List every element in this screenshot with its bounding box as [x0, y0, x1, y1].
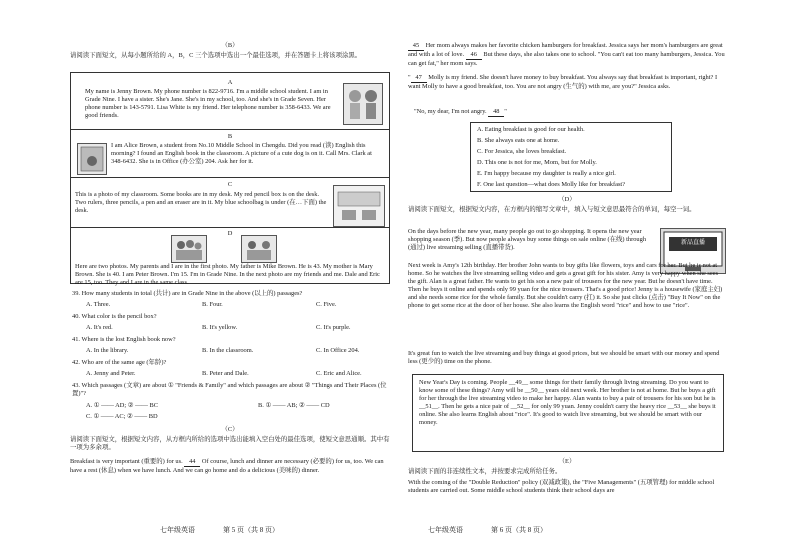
question-text: 42. Who are of the same age (年龄)? — [72, 359, 167, 366]
friends-photo — [241, 235, 277, 263]
question-text: 40. What color is the pencil box? — [72, 313, 157, 320]
option-b[interactable]: B. In the classroom. — [202, 347, 254, 354]
section-d-paragraph-3: It's great fun to watch the live streaming and buy things at good prices, but we should be smart with our money and spend less (更少的) time on the phone. — [408, 350, 720, 365]
option-b[interactable]: B. It's yellow. — [202, 324, 238, 331]
option-d: D. This one is not for me, Mom, but for Molly. — [477, 159, 597, 166]
section-c-instructions: 请阅读下面短文，根据短文内容，从方框内所给的选项中选出能填入空白处的最佳选项，使短文意思通顺。其中有一项为多余项。 — [70, 436, 390, 451]
english-book-picture — [77, 143, 107, 175]
option-a[interactable]: A. ① —— AD; ② —— BC — [86, 402, 158, 409]
girls-picture — [343, 83, 383, 125]
passage-sentence: Her mom always makes her favorite chicken hamburgers for breakfast. Jessica says her mom's hamburgers are great and with a lot of love. — [408, 42, 723, 58]
section-e-heading: （E） — [558, 458, 576, 465]
section-c-heading: （C） — [221, 426, 239, 433]
section-c-passage-cont — [408, 42, 726, 68]
option-b: B. She always eats one at home. — [477, 137, 560, 144]
section-b-heading: （B） — [221, 42, 239, 49]
summary-text: New Year's Day is coming. People __49__ some things for their family through living streaming. Do you want to know some of these things? Amy will be __50__ years old next week. Her brother is not at home. But he buys a gift for her through the live streaming video to make her happy. Alan wants to buy a pair of trousers for his son but he is __51__. Then he gets a nice pair of __52__ for only 99 yuan. Jenny couldn't carry the heavy rice __53__ she buys it online. She also learns English about "rice". It's good to watch live streaming, but we should be smart with our money. — [419, 379, 716, 426]
divider — [71, 177, 389, 178]
passage-sentence: But these days, she also takes one to school. "You can't eat too many hamburgers, Jessica. You can get fat," her mom says. — [408, 51, 725, 67]
left-page — [70, 0, 390, 543]
section-c-paragraph: " 47 Molly is my friend. She doesn't have money to buy breakfast. You always say that breakfast is important, right? I want Molly to have a good breakfast, too. You are not angry (生气的) with me, are you?" Jessica asks. — [408, 74, 718, 90]
section-d-heading: （D） — [558, 196, 576, 203]
blank-48[interactable]: 48 — [488, 108, 504, 117]
section-d-paragraph-2: Next week is Amy's 12th birthday. Her brother John wants to buy gifts like flowers, toys and cars for her. But he is not at home. So he watches the live streaming selling video and gets a great gift for his sister. Amy is very happy when she sees the gift. Alan is a great father. He wants to get his son a new pair of trousers for the new year. But he doesn't have time. Then he buys it online and spends only 99 yuan for the nice trousers. That's a good price! Jenny is a housewife (家庭主妇) and she needs some rice for the whole family. But she couldn't carry (扛) it. So she just clicks (点击) "Buy It Now" on the phone to get some rice at the door of her house. She also learns the English word "rice" and how to use "rice". — [408, 262, 723, 309]
passage-c-label: C — [227, 181, 233, 188]
option-c[interactable]: C. Five. — [316, 301, 337, 308]
girls-icon — [344, 84, 382, 124]
option-e: E. I'm happy because my daughter is really a nice girl. — [477, 170, 616, 177]
page-footer: 七年级英语 第 5 页（共 8 页） — [160, 526, 279, 534]
option-a[interactable]: A. It's red. — [86, 324, 113, 331]
passage-d-label: D — [227, 230, 233, 237]
question-text: 39. How many students in total (共计) are in Grade Nine in the above (以上的) passages? — [72, 290, 303, 297]
tv-label: 新品直播 — [680, 240, 705, 246]
blank-44[interactable]: 44 — [184, 458, 200, 467]
passage-sentence: Breakfast is very important (重要的) for us. — [70, 458, 183, 465]
option-f: F. One last question—what does Molly like for breakfast? — [477, 181, 626, 188]
option-c[interactable]: C. It's purple. — [316, 324, 351, 331]
blank-46[interactable]: 46 — [466, 51, 482, 60]
question-text: 41. Where is the lost English book now? — [72, 336, 176, 343]
section-e-paragraph: With the coming of the "Double Reduction" policy (双减政策), the "Five Managements" (五项管理) for middle school students are carried out. Some middle school students think their school days are — [408, 479, 715, 494]
option-a[interactable]: A. In the library. — [86, 347, 129, 354]
blank-45[interactable]: 45 — [408, 42, 424, 51]
family-icon — [172, 236, 206, 262]
page-footer: 七年级英语 第 6 页（共 8 页） — [428, 526, 547, 534]
section-b-instructions: 请阅读下面短文，从每小题所给的 A，B，C 三个选项中选出一个最佳选项，并在答题卡上将该项涂黑。 — [70, 52, 362, 59]
option-c[interactable]: C. In Office 204. — [316, 347, 360, 354]
passage-b-text: I am Alice Brown, a student from No.10 Middle School in Chengdu. Did you read (读) English this morning? I found an English book in the classroom. A picture of a cute dog is on it. Call Mrs. Clark at 348-6432. She is in Office (办公室) 204. Ask her for it. — [111, 142, 372, 165]
option-a: A. Eating breakfast is good for our health. — [477, 126, 585, 133]
passage-sentence: Of course, lunch and dinner are necessary (必要的) for us, too. We can have a rest (休息) when we have lunch. And we can go home and do a delicious (美味的) dinner. — [70, 458, 384, 474]
blank-47[interactable]: 47 — [411, 74, 427, 83]
passage-a-text: My name is Jenny Brown. My phone number is 822-9716. I'm a middle school student. I am in Grade Nine. I have a sister. She's Jane. She's in my school, too. And she's in Grade Seven. Her phone number is 143-5791. Lisa White is my friend. Her telephone number is 358-6433. We are good friends. — [85, 88, 331, 119]
divider — [71, 129, 389, 130]
family-photo — [171, 235, 207, 263]
friends-icon — [242, 236, 276, 262]
passage-d-text: Here are two photos. My parents and I are in the first photo. My father is Mike Brown. He is 43. My mother is Mary Brown. She is 40. I am Peter Brown. I'm 15. I'm in Grade Nine. In the next photo are my friends and me. Dale and Eric are 15, too. They and I are in the same class. — [75, 263, 380, 286]
option-b[interactable]: B. ① —— AB; ② —— CD — [258, 402, 330, 409]
option-a[interactable]: A. Three. — [86, 301, 111, 308]
option-c[interactable]: C. Eric and Alice. — [316, 370, 362, 377]
option-b[interactable]: B. Peter and Dale. — [202, 370, 249, 377]
option-c: C. For Jessica, she loves breakfast. — [477, 148, 567, 155]
reading-box — [70, 72, 390, 284]
book-icon — [78, 144, 106, 174]
summary-box — [412, 374, 724, 452]
classroom-icon — [334, 186, 384, 226]
option-b[interactable]: B. Four. — [202, 301, 223, 308]
section-d-paragraph-1: On the days before the new year, many people go out to go shopping. It opens the new year shopping season (季). But now people always buy some things on sale online (在线) through (通过) live streaming selling (直播带货). — [408, 228, 647, 251]
right-page — [408, 0, 726, 543]
option-c[interactable]: C. ① —— AC; ② —— BD — [86, 413, 158, 420]
divider — [71, 227, 389, 228]
classroom-picture — [333, 185, 385, 227]
section-c-passage — [70, 458, 390, 475]
passage-c-text: This is a photo of my classroom. Some books are in my desk. My red pencil box is on the desk. Two rulers, three pencils, a pen and an eraser are in it. My blue schoolbag is under (在…下面) the desk. — [75, 191, 327, 214]
passage-sentence: Molly is my friend. She doesn't have money to buy breakfast. You always say that breakfast is important, right? I want Molly to have a good breakfast, too. You are not angry (生气的) with me, are you?" Jessica asks. — [408, 74, 718, 90]
section-e-instructions: 请阅读下面的非连续性文本，并按要求完成所给任务。 — [408, 468, 562, 475]
section-d-instructions: 请阅读下面短文，根据短文内容，在方框内的缩写文章中，填入与短文意思最符合的单词，每空一词。 — [408, 206, 696, 213]
section-c-ending: "No, my dear, I'm not angry. 48 " — [414, 108, 507, 115]
option-a[interactable]: A. Jenny and Peter. — [86, 370, 136, 377]
question-text: 43. Which passages (文章) are about ① "Friends & Family" and which passages are about ② "Things and Their Places (位置)"? — [72, 382, 387, 397]
passage-a-label: A — [227, 79, 233, 86]
passage-b-label: B — [227, 133, 233, 140]
options-box — [470, 122, 672, 192]
